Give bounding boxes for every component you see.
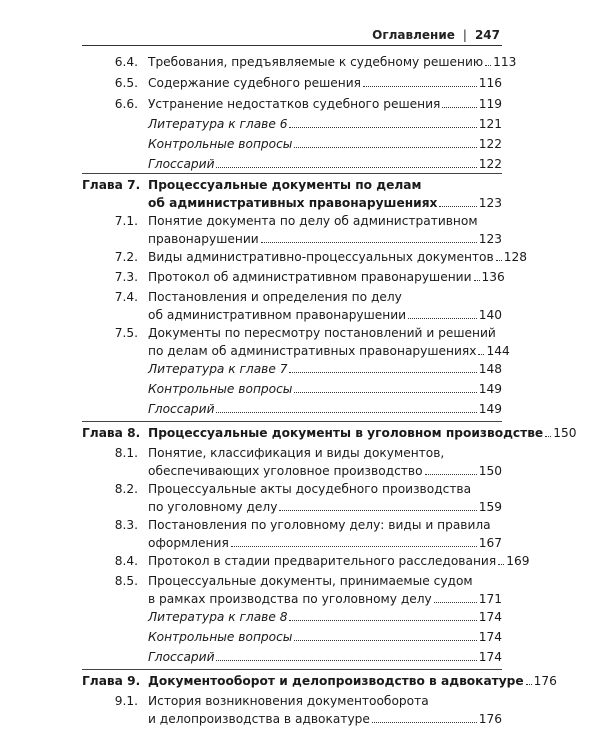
toc-number: Глава 9. xyxy=(82,674,141,688)
dot-leader xyxy=(425,474,477,475)
dot-leader xyxy=(289,620,476,621)
dot-leader xyxy=(408,318,477,319)
toc-page-number: 113 xyxy=(493,55,517,69)
toc-title-text: Виды административно-процессуальных документов xyxy=(148,250,494,264)
dot-leader xyxy=(289,372,476,373)
dot-leader xyxy=(216,167,476,168)
toc-page-number: 119 xyxy=(478,97,502,111)
dot-leader xyxy=(216,660,476,661)
toc-number: 7.1. xyxy=(114,214,138,228)
toc-title xyxy=(148,572,502,608)
toc-title-line: История возникновения документооборота xyxy=(148,694,429,708)
toc-page-number: 128 xyxy=(503,250,527,264)
toc-page-number: 174 xyxy=(478,610,502,624)
toc-title xyxy=(148,380,502,398)
toc-number: 6.5. xyxy=(114,76,138,90)
toc-title-text: Процессуальные документы в уголовном производстве xyxy=(148,426,544,440)
toc-number: 8.4. xyxy=(114,554,138,568)
toc-title-text: Литература к главе 6 xyxy=(148,117,288,131)
toc-page-number: 169 xyxy=(506,554,530,568)
toc-page-number: 121 xyxy=(478,117,502,131)
toc-page-number: 171 xyxy=(478,592,502,606)
toc-page-number: 123 xyxy=(478,196,502,210)
toc-title-text: Глоссарий xyxy=(148,650,215,664)
dot-leader xyxy=(526,684,532,685)
toc-title xyxy=(148,53,517,71)
toc-title xyxy=(148,628,502,646)
toc-title-text: Документооборот и делопроизводство в адвокатуре xyxy=(148,674,524,688)
toc-page-number: 140 xyxy=(478,308,502,322)
toc-number: 7.3. xyxy=(114,270,138,284)
running-head-separator: | xyxy=(462,28,467,42)
toc-page-number: 149 xyxy=(478,402,502,416)
toc-title xyxy=(148,115,502,133)
dot-leader xyxy=(363,86,477,87)
dot-leader xyxy=(372,722,477,723)
toc-number: 8.3. xyxy=(114,518,138,532)
running-head-section: Оглавление xyxy=(372,28,455,42)
dot-leader xyxy=(294,640,476,641)
toc-title-text: об административных правонарушениях xyxy=(148,196,438,210)
dot-leader xyxy=(434,602,477,603)
toc-title xyxy=(148,608,502,626)
toc-title-text: об административном правонарушении xyxy=(148,308,407,322)
toc-number: 8.1. xyxy=(114,446,138,460)
toc-title xyxy=(148,212,502,248)
dot-leader xyxy=(485,65,491,66)
toc-number: 8.2. xyxy=(114,482,138,496)
toc-title-text: оформления xyxy=(148,536,229,550)
toc-title xyxy=(148,95,502,113)
toc-page-number: 122 xyxy=(478,157,502,171)
toc-number: 6.4. xyxy=(114,55,138,69)
chapter-rule xyxy=(82,669,502,670)
toc-number: Глава 8. xyxy=(82,426,141,440)
toc-page-number: 150 xyxy=(478,464,502,478)
toc-title-text: Протокол об административном правонарушении xyxy=(148,270,472,284)
dot-leader xyxy=(289,127,476,128)
toc-page-number: 149 xyxy=(478,382,502,396)
dot-leader xyxy=(231,546,477,547)
toc-page-number: 159 xyxy=(478,500,502,514)
toc-number: 7.5. xyxy=(114,326,138,340)
dot-leader xyxy=(442,107,476,108)
toc-title-text: Содержание судебного решения xyxy=(148,76,361,90)
toc-title-text: Контрольные вопросы xyxy=(148,382,293,396)
toc-title xyxy=(148,424,577,442)
toc-title xyxy=(148,480,502,516)
dot-leader xyxy=(496,260,502,261)
toc-title-line: Процессуальные документы, принимаемые судом xyxy=(148,574,473,588)
toc-title xyxy=(148,135,502,153)
toc-title xyxy=(148,248,527,266)
toc-title-line: Понятие, классификация и виды документов, xyxy=(148,446,445,460)
toc-title-text: и делопроизводства в адвокатуре xyxy=(148,712,370,726)
toc-title-line: Документы по пересмотру постановлений и решений xyxy=(148,326,496,340)
toc-page-number: 174 xyxy=(478,630,502,644)
toc-title-text: в рамках производства по уголовному делу xyxy=(148,592,432,606)
toc-page-number: 122 xyxy=(478,137,502,151)
toc-number: 9.1. xyxy=(114,694,138,708)
dot-leader xyxy=(478,354,484,355)
toc-title-line: Процессуальные акты досудебного производства xyxy=(148,482,472,496)
chapter-rule xyxy=(82,173,502,174)
toc-title-text: Протокол в стадии предварительного расследования xyxy=(148,554,497,568)
toc-number: 8.5. xyxy=(114,574,138,588)
toc-title xyxy=(148,400,502,418)
toc-title-text: Контрольные вопросы xyxy=(148,630,293,644)
toc-page-number: 167 xyxy=(478,536,502,550)
dot-leader xyxy=(294,392,476,393)
toc-number: Глава 7. xyxy=(82,178,141,192)
toc-title xyxy=(148,155,502,173)
toc-title xyxy=(148,552,530,570)
dot-leader xyxy=(261,242,477,243)
toc-page-number: 176 xyxy=(478,712,502,726)
toc-title-text: Контрольные вопросы xyxy=(148,137,293,151)
toc-number: 7.2. xyxy=(114,250,138,264)
toc-number: 7.4. xyxy=(114,290,138,304)
toc-title xyxy=(148,516,502,552)
toc-title-text: по уголовному делу xyxy=(148,500,278,514)
dot-leader xyxy=(216,412,476,413)
toc-title xyxy=(148,692,502,728)
header-rule xyxy=(82,45,502,46)
toc-title-text: Глоссарий xyxy=(148,402,215,416)
toc-page-number: 116 xyxy=(478,76,502,90)
toc-page-number: 174 xyxy=(478,650,502,664)
toc-title xyxy=(148,324,510,360)
toc-page-number: 176 xyxy=(533,674,557,688)
toc-title-line: Постановления по уголовному делу: виды и правила xyxy=(148,518,491,532)
toc-number: 6.6. xyxy=(114,97,138,111)
toc-page-number: 136 xyxy=(481,270,505,284)
toc-title-line: Процессуальные документы по делам xyxy=(148,178,422,192)
toc-title-text: по делам об административных правонарушениях xyxy=(148,344,477,358)
toc-title-text: Устранение недостатков судебного решения xyxy=(148,97,441,111)
toc-title xyxy=(148,648,502,666)
toc-title xyxy=(148,176,502,212)
toc-title-text: Глоссарий xyxy=(148,157,215,171)
toc-title xyxy=(148,288,502,324)
toc-title xyxy=(148,74,502,92)
toc-title-text: обеспечивающих уголовное производство xyxy=(148,464,423,478)
toc-page-number: 123 xyxy=(478,232,502,246)
toc-title xyxy=(148,672,557,690)
dot-leader xyxy=(545,436,551,437)
toc-page-number: 150 xyxy=(553,426,577,440)
dot-leader xyxy=(498,564,504,565)
toc-title xyxy=(148,268,505,286)
dot-leader xyxy=(474,280,480,281)
dot-leader xyxy=(279,510,476,511)
toc-page-number: 144 xyxy=(486,344,510,358)
running-head xyxy=(372,28,500,42)
toc-title-text: Литература к главе 8 xyxy=(148,610,288,624)
chapter-rule xyxy=(82,421,502,422)
toc-title-text: Требования, предъявляемые к судебному решению xyxy=(148,55,484,69)
toc-title-text: правонарушении xyxy=(148,232,259,246)
toc-title xyxy=(148,360,502,378)
toc-title xyxy=(148,444,502,480)
toc-title-text: Литература к главе 7 xyxy=(148,362,288,376)
toc-title-line: Постановления и определения по делу xyxy=(148,290,402,304)
toc-page-number: 148 xyxy=(478,362,502,376)
dot-leader xyxy=(439,206,476,207)
page-number: 247 xyxy=(474,28,500,42)
toc-title-line: Понятие документа по делу об административном xyxy=(148,214,478,228)
dot-leader xyxy=(294,147,476,148)
